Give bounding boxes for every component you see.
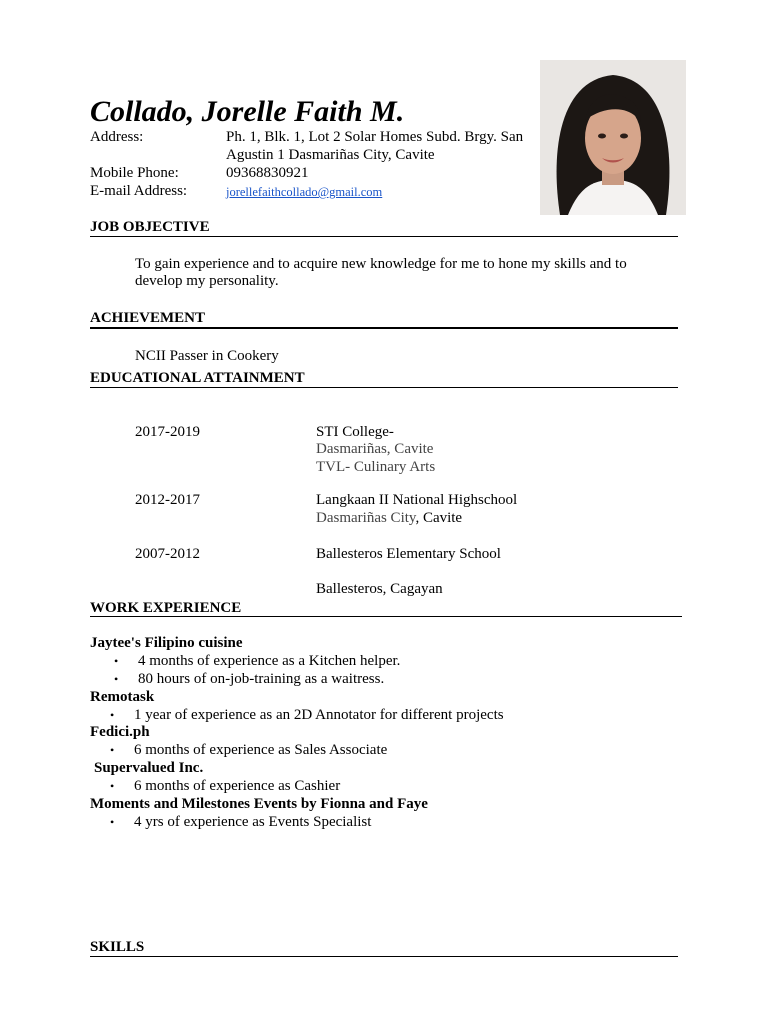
work-item [110,742,387,759]
work-item-text: 4 months of experience as a Kitchen helper. [138,653,401,669]
section-job-objective: JOB OBJECTIVE [90,218,678,237]
bullet-icon: • [110,743,115,757]
work-item-text: 4 yrs of experience as Events Specialist [134,814,372,830]
work-item [114,653,400,670]
section-achievement: ACHIEVEMENT [90,309,678,329]
section-skills: SKILLS [90,938,678,957]
work-company: Jaytee's Filipino cuisine [90,635,243,651]
address-line-2: Agustin 1 Dasmariñas City, Cavite [226,147,435,163]
work-company: Fedici.ph [90,724,150,740]
education-school: Ballesteros Elementary School [316,546,501,562]
section-divider [90,616,682,617]
education-location [316,510,462,528]
education-school: STI College- [316,424,394,440]
work-item [110,814,371,831]
mobile-label: Mobile Phone: [90,165,179,181]
email-link[interactable]: jorellefaithcollado@gmail.com [226,185,383,199]
education-location: Ballesteros, Cagayan [316,581,443,597]
education-years: 2007-2012 [135,546,200,562]
work-item [114,671,384,688]
address-line-1: Ph. 1, Blk. 1, Lot 2 Solar Homes Subd. Brgy. San [226,129,524,145]
applicant-name: Collado, Jorelle Faith M. [90,95,405,128]
email-label: E-mail Address: [90,183,188,199]
work-item-text: 6 months of experience as Sales Associate [134,742,388,758]
section-work-experience: WORK EXPERIENCE [90,600,242,616]
education-years: 2017-2019 [135,424,200,440]
work-item [110,778,340,795]
work-item-text: 80 hours of on-job-training as a waitress. [138,671,385,687]
mobile-value: 09368830921 [226,165,309,181]
bullet-icon: • [110,815,115,829]
work-company: Remotask [90,689,155,705]
achievement-item: NCII Passer in Cookery [135,348,279,364]
address-label: Address: [90,129,144,145]
work-company: Supervalued Inc. [94,760,204,776]
portrait-icon [540,60,686,215]
section-educational-attainment: EDUCATIONAL ATTAINMENT [90,369,678,388]
objective-line-1: To gain experience and to acquire new knowledge for me to hone my skills and to [135,256,627,272]
work-item-text: 1 year of experience as an 2D Annotator for different projects [134,707,504,723]
education-school: Langkaan II National Highschool [316,492,518,508]
work-item-text: 6 months of experience as Cashier [134,778,341,794]
bullet-icon: • [110,779,115,793]
objective-line-2: develop my personality. [135,273,279,289]
profile-photo [540,60,686,215]
education-strand: TVL- Culinary Arts [316,459,436,475]
bullet-icon: • [110,708,115,722]
education-years: 2012-2017 [135,492,200,508]
education-location: Dasmariñas, Cavite [316,441,434,457]
education-province: , Cavite [415,510,463,526]
bullet-icon: • [114,654,119,668]
work-company: Moments and Milestones Events by Fionna and Faye [90,796,428,812]
education-city: Dasmariñas City [316,510,416,526]
work-item [110,707,504,724]
bullet-icon: • [114,672,119,686]
